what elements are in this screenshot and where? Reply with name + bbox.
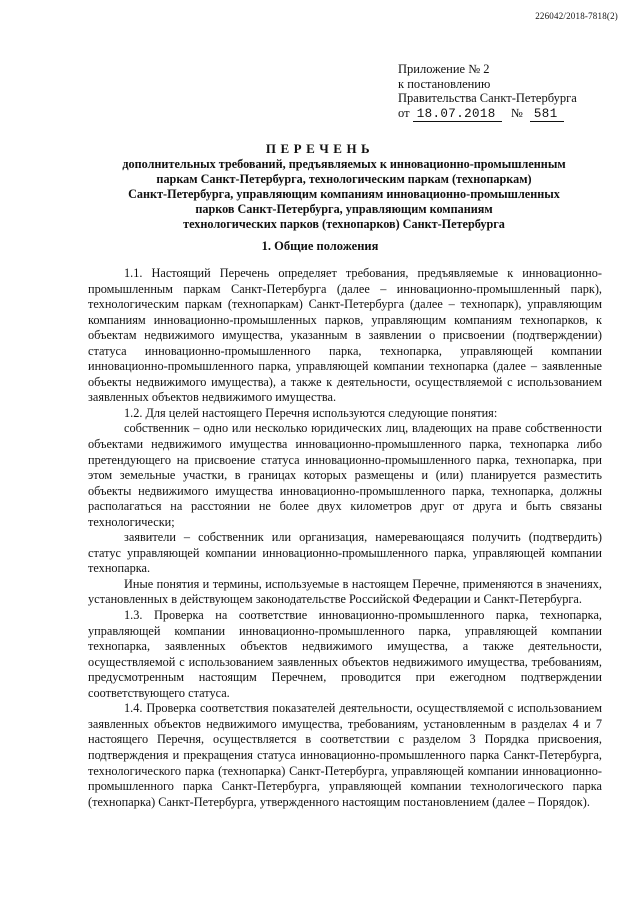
paragraph-owner-definition: собственник – одно или несколько юридических лиц, владеющих на праве собственности объектами недвижимого имущества инновационно-промышленного парка, технопарка либо претендующего на присвоение статуса инновационно-промышленного парка, технопарка, при этом земельные участки, в границах которых размещены и (или) планируется разместить объекты недвижимого имущества инновационно-промышленного парка, технопарка, должны располагаться на расстоянии не более двух километров друг от друга и быть связаны технологически;	[88, 421, 602, 529]
resolution-date: 18.07.2018	[413, 108, 502, 122]
subtitle-line: парков Санкт-Петербурга, управляющим компаниям	[195, 202, 493, 216]
appendix-title: Приложение № 2	[398, 62, 490, 76]
from-label: от	[398, 105, 410, 120]
subtitle-line: Санкт-Петербурга, управляющим компаниям инновационно-промышленных	[128, 187, 560, 201]
document-subtitle	[96, 157, 592, 232]
subtitle-line: технологических парков (технопарков) Санкт-Петербурга	[183, 217, 505, 231]
subtitle-line: дополнительных требований, предъявляемых к инновационно-промышленным	[122, 157, 566, 171]
paragraph-1-1: 1.1. Настоящий Перечень определяет требования, предъявляемые к инновационно-промышленным паркам Санкт-Петербурга (далее – инновационно-промышленный парк), технологическим паркам (технопаркам) Санкт-Петербурга (далее – технопарк), управляющим компаниям инновационно-промышленных парков, управляющим компаниям технопарков, к объектам недвижимого имущества, указанным в заявлении о присвоении (подтверждении) статуса инновационно-промышленного парка, технопарка, управляющей компании инновационно-промышленного парка, управляющей компании технопарка (далее – заявленные объекты недвижимого имущества), а также к деятельности, осуществляемой с использованием заявленных объектов недвижимого имущества.	[88, 266, 602, 405]
document-registration-number: 226042/2018-7818(2)	[535, 11, 618, 21]
paragraph-other-terms: Иные понятия и термины, используемые в настоящем Перечне, применяются в значениях, установленных в действующем законодательстве Российской Федерации и Санкт-Петербурга.	[88, 576, 602, 607]
paragraph-1-3: 1.3. Проверка на соответствие инновационно-промышленного парка, технопарка, управляющей компании инновационно-промышленного парка, управляющей компании технопарка, заявленных объектов недвижимого имущества, а также деятельности, осуществляемой с использованием заявленных объектов недвижимого имущества, требованиям, предусмотренным настоящим Перечнем, проводится при ежегодном подтверждении соответствующего статуса.	[88, 608, 602, 700]
appendix-line-government: Правительства Санкт-Петербурга	[398, 91, 577, 105]
paragraph-1-4: 1.4. Проверка соответствия показателей деятельности, осуществляемой с использованием заявленных объектов недвижимого имущества, требованиям, установленным в разделах 4 и 7 настоящего Перечня, осуществляется в соответствии с разделом 3 Порядка присвоения, подтверждения и прекращения статуса инновационно-промышленного парка Санкт-Петербурга, технологического парка (технопарка) Санкт-Петербурга, управляющей компании инновационно-промышленного парка Санкт-Петербурга, управляющей компании технологического парка (технопарка) Санкт-Петербурга, утвержденного настоящим постановлением (далее – Порядок).	[88, 701, 602, 809]
subtitle-line: паркам Санкт-Петербурга, технологическим паркам (технопаркам)	[156, 172, 532, 186]
document-title: ПЕРЕЧЕНЬ	[265, 141, 375, 156]
document-body	[88, 266, 602, 810]
resolution-number: 581	[530, 108, 564, 122]
number-sign: №	[510, 105, 523, 120]
paragraph-applicants-definition: заявители – собственник или организация, намеревающаяся получить (подтвердить) статус управляющей компании инновационно-промышленного парка, управляющей компании технопарка.	[88, 530, 602, 576]
paragraph-1-2: 1.2. Для целей настоящего Перечня используются следующие понятия:	[124, 405, 498, 420]
appendix-date-number-line	[398, 106, 577, 122]
section-heading: 1. Общие положения	[261, 239, 379, 253]
appendix-block	[398, 62, 577, 122]
appendix-line-resolution: к постановлению	[398, 76, 491, 91]
